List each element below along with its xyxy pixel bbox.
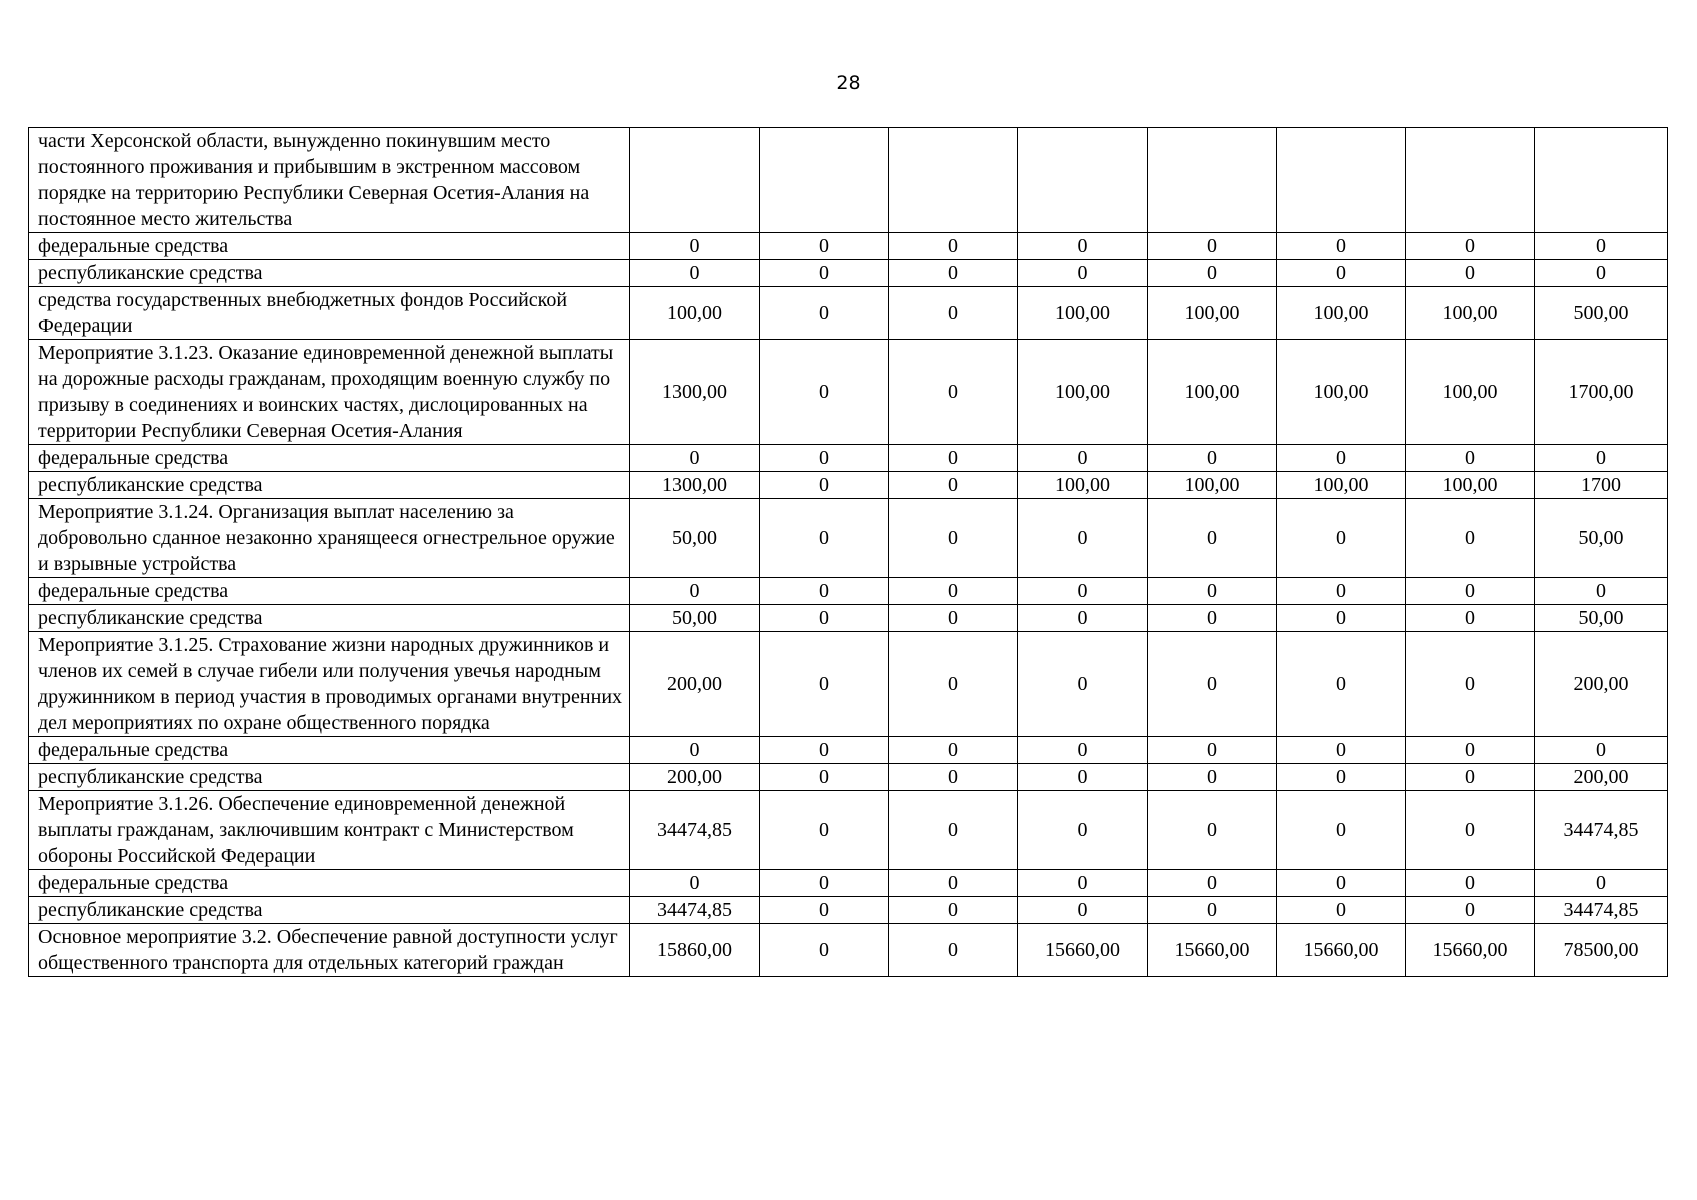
- value-cell: 0: [1148, 791, 1277, 870]
- row-label: Мероприятие 3.1.25. Страхование жизни народных дружинников и членов их семей в случае гибели или получения увечья народным дружинником в период участия в проводимых органами внутренних дел мероприятиях по охране общественного порядка: [29, 632, 630, 737]
- row-label: Мероприятие 3.1.24. Организация выплат населению за добровольно сданное незаконно хранящееся огнестрельное оружие и взрывные устройства: [29, 499, 630, 578]
- row-label: федеральные средства: [29, 870, 630, 897]
- value-cell: 100,00: [1148, 287, 1277, 340]
- value-cell: 0: [1406, 605, 1535, 632]
- table-row: [29, 128, 1668, 233]
- value-cell: 0: [889, 499, 1018, 578]
- value-cell: 0: [1018, 578, 1148, 605]
- value-cell: 15660,00: [1277, 924, 1406, 977]
- row-label: республиканские средства: [29, 260, 630, 287]
- value-cell: 0: [1018, 897, 1148, 924]
- value-cell: 0: [889, 578, 1018, 605]
- value-cell: [1018, 128, 1148, 233]
- row-label: Мероприятие 3.1.23. Оказание единовременной денежной выплаты на дорожные расходы гражданам, проходящим военную службу по призыву в соединениях и воинских частях, дислоцированных на территории Республики Северная Осетия-Алания: [29, 340, 630, 445]
- value-cell: 34474,85: [630, 897, 760, 924]
- value-cell: 0: [1148, 632, 1277, 737]
- value-cell: 0: [1018, 499, 1148, 578]
- value-cell: 0: [1148, 578, 1277, 605]
- value-cell: 200,00: [1535, 632, 1668, 737]
- value-cell: 0: [889, 472, 1018, 499]
- value-cell: 0: [1277, 233, 1406, 260]
- value-cell: 0: [1535, 445, 1668, 472]
- value-cell: 0: [760, 791, 889, 870]
- table-row: [29, 287, 1668, 340]
- value-cell: 0: [1277, 870, 1406, 897]
- value-cell: 200,00: [1535, 764, 1668, 791]
- value-cell: 0: [1535, 737, 1668, 764]
- value-cell: 0: [630, 233, 760, 260]
- value-cell: 0: [1148, 260, 1277, 287]
- table-row: [29, 870, 1668, 897]
- value-cell: 0: [1277, 499, 1406, 578]
- value-cell: 100,00: [1406, 287, 1535, 340]
- value-cell: 500,00: [1535, 287, 1668, 340]
- value-cell: 0: [760, 737, 889, 764]
- table-row: [29, 445, 1668, 472]
- value-cell: 0: [1018, 233, 1148, 260]
- value-cell: 0: [760, 764, 889, 791]
- row-label: республиканские средства: [29, 605, 630, 632]
- value-cell: 0: [1406, 870, 1535, 897]
- value-cell: 15660,00: [1018, 924, 1148, 977]
- funding-table-body: [29, 128, 1668, 977]
- value-cell: 0: [1148, 897, 1277, 924]
- value-cell: 100,00: [1277, 287, 1406, 340]
- value-cell: 200,00: [630, 632, 760, 737]
- value-cell: 0: [760, 897, 889, 924]
- value-cell: 0: [1018, 260, 1148, 287]
- value-cell: 0: [1406, 737, 1535, 764]
- value-cell: 0: [1018, 445, 1148, 472]
- value-cell: 34474,85: [1535, 897, 1668, 924]
- value-cell: 0: [889, 870, 1018, 897]
- value-cell: 78500,00: [1535, 924, 1668, 977]
- value-cell: 0: [889, 764, 1018, 791]
- value-cell: 0: [760, 870, 889, 897]
- value-cell: 0: [1277, 897, 1406, 924]
- value-cell: 0: [1277, 764, 1406, 791]
- value-cell: [889, 128, 1018, 233]
- table-row: [29, 578, 1668, 605]
- row-label: федеральные средства: [29, 233, 630, 260]
- funding-table: [28, 127, 1668, 977]
- value-cell: 0: [1277, 605, 1406, 632]
- value-cell: 100,00: [1148, 472, 1277, 499]
- value-cell: 0: [889, 445, 1018, 472]
- table-row: [29, 605, 1668, 632]
- value-cell: 0: [1406, 499, 1535, 578]
- row-label: федеральные средства: [29, 578, 630, 605]
- value-cell: 0: [1277, 737, 1406, 764]
- value-cell: 15660,00: [1148, 924, 1277, 977]
- value-cell: 0: [1148, 499, 1277, 578]
- table-row: [29, 340, 1668, 445]
- row-label: Мероприятие 3.1.26. Обеспечение единовременной денежной выплаты гражданам, заключившим контракт с Министерством обороны Российской Федерации: [29, 791, 630, 870]
- row-label: федеральные средства: [29, 737, 630, 764]
- value-cell: 1700,00: [1535, 340, 1668, 445]
- row-label: республиканские средства: [29, 764, 630, 791]
- page-number: 28: [836, 72, 861, 94]
- value-cell: 0: [1277, 260, 1406, 287]
- value-cell: 0: [889, 737, 1018, 764]
- table-row: [29, 897, 1668, 924]
- value-cell: 0: [1535, 260, 1668, 287]
- value-cell: 0: [760, 260, 889, 287]
- row-label: федеральные средства: [29, 445, 630, 472]
- value-cell: 0: [760, 287, 889, 340]
- value-cell: 0: [1148, 445, 1277, 472]
- value-cell: 0: [1148, 233, 1277, 260]
- value-cell: 0: [1018, 605, 1148, 632]
- value-cell: 0: [630, 870, 760, 897]
- value-cell: [630, 128, 760, 233]
- value-cell: [1277, 128, 1406, 233]
- value-cell: 0: [1018, 632, 1148, 737]
- value-cell: 0: [760, 499, 889, 578]
- value-cell: 0: [1277, 578, 1406, 605]
- value-cell: 0: [1406, 233, 1535, 260]
- value-cell: 0: [630, 445, 760, 472]
- table-row: [29, 737, 1668, 764]
- table-row: [29, 499, 1668, 578]
- value-cell: 0: [1535, 233, 1668, 260]
- value-cell: 0: [760, 445, 889, 472]
- value-cell: 34474,85: [630, 791, 760, 870]
- table-row: [29, 924, 1668, 977]
- value-cell: 0: [1148, 605, 1277, 632]
- value-cell: 0: [630, 578, 760, 605]
- value-cell: 0: [630, 737, 760, 764]
- value-cell: 100,00: [630, 287, 760, 340]
- table-row: [29, 472, 1668, 499]
- value-cell: [1148, 128, 1277, 233]
- value-cell: 0: [889, 791, 1018, 870]
- value-cell: 0: [1018, 791, 1148, 870]
- value-cell: 0: [1535, 870, 1668, 897]
- value-cell: 0: [889, 897, 1018, 924]
- value-cell: 0: [1406, 260, 1535, 287]
- value-cell: 100,00: [1277, 472, 1406, 499]
- row-label: республиканские средства: [29, 472, 630, 499]
- table-row: [29, 233, 1668, 260]
- value-cell: 0: [1018, 737, 1148, 764]
- row-label: средства государственных внебюджетных фондов Российской Федерации: [29, 287, 630, 340]
- value-cell: 0: [760, 924, 889, 977]
- value-cell: 0: [889, 260, 1018, 287]
- value-cell: 100,00: [1148, 340, 1277, 445]
- value-cell: 0: [1018, 870, 1148, 897]
- value-cell: 1700: [1535, 472, 1668, 499]
- value-cell: 0: [760, 472, 889, 499]
- row-label: части Херсонской области, вынужденно покинувшим место постоянного проживания и прибывшим в экстренном массовом порядке на территорию Республики Северная Осетия-Алания на постоянное место жительства: [29, 128, 630, 233]
- value-cell: 0: [760, 578, 889, 605]
- value-cell: 50,00: [1535, 499, 1668, 578]
- value-cell: 0: [1277, 791, 1406, 870]
- table-row: [29, 764, 1668, 791]
- value-cell: 100,00: [1406, 472, 1535, 499]
- value-cell: 0: [1018, 764, 1148, 791]
- value-cell: 0: [1406, 764, 1535, 791]
- value-cell: 0: [760, 340, 889, 445]
- value-cell: 0: [1535, 578, 1668, 605]
- value-cell: 15860,00: [630, 924, 760, 977]
- value-cell: 0: [1406, 897, 1535, 924]
- value-cell: 0: [1277, 632, 1406, 737]
- value-cell: 0: [1148, 737, 1277, 764]
- value-cell: 0: [889, 632, 1018, 737]
- value-cell: 0: [760, 605, 889, 632]
- value-cell: [1406, 128, 1535, 233]
- value-cell: 0: [1277, 445, 1406, 472]
- value-cell: 100,00: [1406, 340, 1535, 445]
- row-label: республиканские средства: [29, 897, 630, 924]
- value-cell: 100,00: [1018, 340, 1148, 445]
- table-row: [29, 791, 1668, 870]
- value-cell: 0: [1148, 870, 1277, 897]
- value-cell: 0: [1406, 578, 1535, 605]
- value-cell: [1535, 128, 1668, 233]
- row-label: Основное мероприятие 3.2. Обеспечение равной доступности услуг общественного транспорта для отдельных категорий граждан: [29, 924, 630, 977]
- table-row: [29, 260, 1668, 287]
- value-cell: 50,00: [630, 499, 760, 578]
- value-cell: 0: [630, 260, 760, 287]
- value-cell: 100,00: [1018, 287, 1148, 340]
- value-cell: 34474,85: [1535, 791, 1668, 870]
- value-cell: 0: [889, 605, 1018, 632]
- value-cell: 0: [760, 233, 889, 260]
- value-cell: 0: [889, 924, 1018, 977]
- value-cell: 0: [760, 632, 889, 737]
- value-cell: 0: [1406, 632, 1535, 737]
- value-cell: 0: [889, 340, 1018, 445]
- value-cell: [760, 128, 889, 233]
- value-cell: 1300,00: [630, 472, 760, 499]
- value-cell: 50,00: [1535, 605, 1668, 632]
- value-cell: 100,00: [1277, 340, 1406, 445]
- value-cell: 0: [1406, 445, 1535, 472]
- value-cell: 0: [1406, 791, 1535, 870]
- value-cell: 200,00: [630, 764, 760, 791]
- value-cell: 0: [1148, 764, 1277, 791]
- value-cell: 1300,00: [630, 340, 760, 445]
- value-cell: 50,00: [630, 605, 760, 632]
- value-cell: 0: [889, 287, 1018, 340]
- value-cell: 15660,00: [1406, 924, 1535, 977]
- value-cell: 100,00: [1018, 472, 1148, 499]
- table-row: [29, 632, 1668, 737]
- value-cell: 0: [889, 233, 1018, 260]
